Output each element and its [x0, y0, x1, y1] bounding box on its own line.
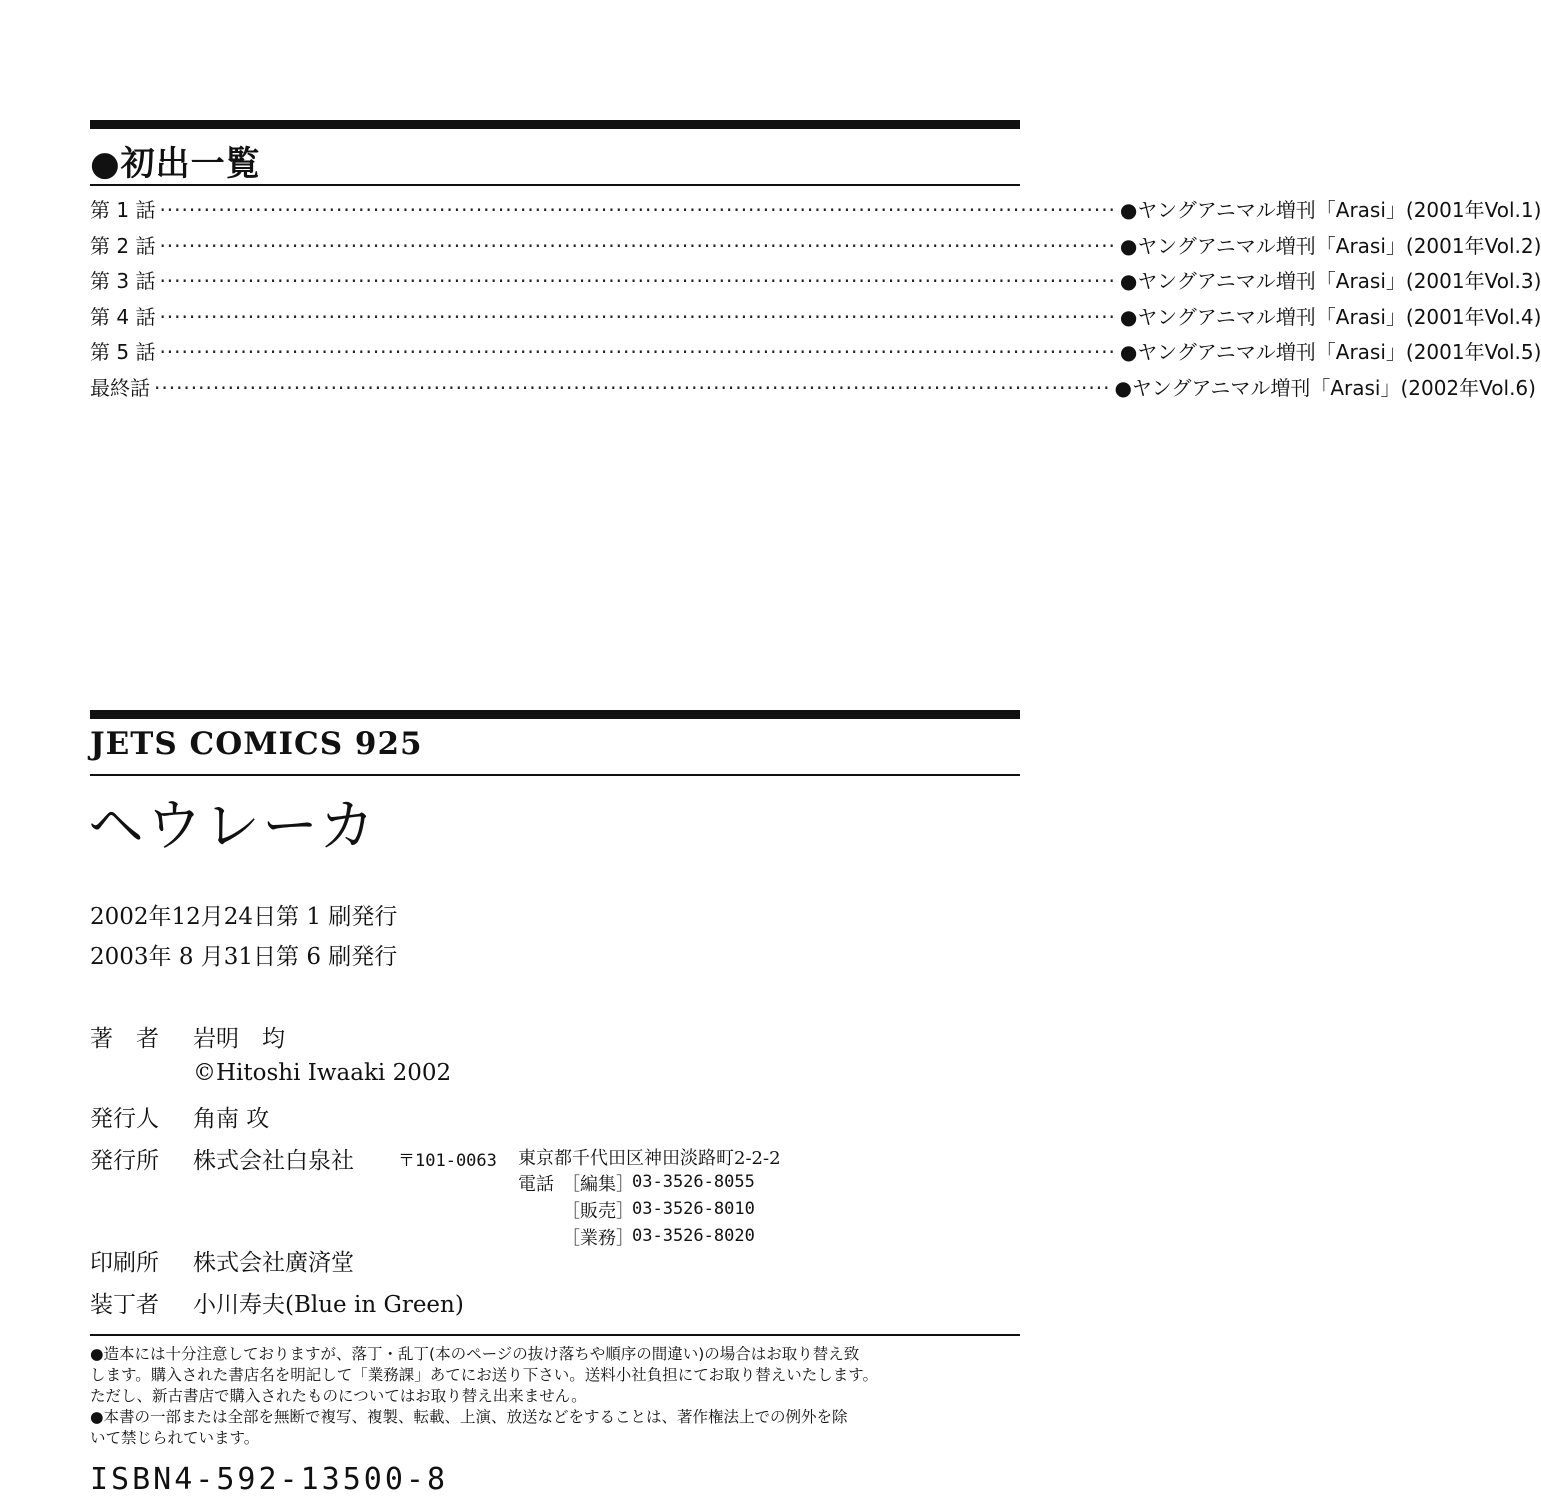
- publisher-address: 東京都千代田区神田淡路町2-2-2: [518, 1148, 781, 1169]
- printer-name: 株式会社廣済堂: [193, 1250, 354, 1276]
- toc-leader-dots: ··································································································································: [159, 304, 1116, 329]
- toc-leader-dots: ··································································································································: [159, 198, 1116, 222]
- colophon-thick-rule: [90, 710, 1020, 719]
- isbn: ISBN4-592-13500-8: [90, 1462, 449, 1497]
- toc-source: ●ヤングアニマル増刊「Arasi」(2002年Vol.6): [1114, 375, 1536, 400]
- notice-line: します。購入された書店名を明記して「業務課」あてにお送り下さい。送料小社負担にてお取り替えいたします。: [90, 1366, 879, 1384]
- author-label: 著 者: [90, 1026, 159, 1052]
- phone-label: 電話: [518, 1174, 554, 1195]
- notice-line: ●造本には十分注意しておりますが、落丁・乱丁(本のページの抜け落ちや順序の間違い)の場合はお取り替え致: [90, 1345, 860, 1363]
- series-name: JETS COMICS 925: [90, 726, 423, 762]
- toc-entry: [90, 336, 1541, 372]
- printer-label: 印刷所: [90, 1250, 159, 1276]
- toc-list: [90, 194, 1541, 408]
- toc-chapter: 第 4 話: [90, 304, 156, 329]
- sixth-print-date: 2003年 8 月31日第 6 刷発行: [90, 944, 398, 970]
- notice-line: ●本書の一部または全部を無断で複写、複製、転載、上演、放送などをすることは、著作権法上での例外を除: [90, 1408, 848, 1426]
- first-print-date: 2002年12月24日第 1 刷発行: [90, 904, 398, 930]
- phone-dept-operations: ［業務］: [562, 1228, 634, 1249]
- phone-number-sales: 03-3526-8010: [632, 1199, 755, 1219]
- author-name: 岩明 均: [193, 1026, 285, 1052]
- toc-entry: [90, 301, 1541, 337]
- toc-source: ●ヤングアニマル増刊「Arasi」(2001年Vol.1): [1119, 198, 1541, 222]
- toc-chapter: 第 1 話: [90, 198, 156, 222]
- toc-leader-dots: ··································································································································: [159, 269, 1116, 294]
- toc-source: ●ヤングアニマル増刊「Arasi」(2001年Vol.3): [1119, 269, 1541, 294]
- toc-entry: [90, 372, 1536, 408]
- toc-chapter: 最終話: [90, 375, 150, 400]
- publisher-name: 株式会社白泉社: [193, 1148, 354, 1174]
- toc-entry: [90, 265, 1541, 301]
- toc-chapter: 第 5 話: [90, 340, 156, 365]
- toc-leader-dots: ··································································································································: [159, 340, 1116, 365]
- toc-title-rule: [90, 184, 1020, 186]
- toc-source: ●ヤングアニマル増刊「Arasi」(2001年Vol.2): [1119, 233, 1541, 258]
- publisher-label: 発行所: [90, 1148, 159, 1174]
- toc-title: ●初出一覧: [90, 144, 261, 184]
- designer-label: 装丁者: [90, 1292, 159, 1318]
- phone-number-editorial: 03-3526-8055: [632, 1172, 755, 1192]
- phone-dept-sales: ［販売］: [562, 1201, 634, 1222]
- toc-chapter: 第 2 話: [90, 233, 156, 258]
- toc-source: ●ヤングアニマル増刊「Arasi」(2001年Vol.5): [1119, 340, 1541, 365]
- publisher-person-name: 角南 攻: [193, 1106, 270, 1132]
- toc-leader-dots: ··································································································································: [159, 233, 1116, 258]
- toc-entry: [90, 194, 1541, 230]
- legal-notice: [90, 1344, 1030, 1449]
- phone-dept-editorial: ［編集］: [562, 1174, 634, 1195]
- phone-number-operations: 03-3526-8020: [632, 1226, 755, 1246]
- designer-name: 小川寿夫(Blue in Green): [193, 1292, 464, 1318]
- series-rule: [90, 774, 1020, 776]
- toc-leader-dots: ··································································································································: [154, 375, 1111, 400]
- publisher-person-label: 発行人: [90, 1106, 159, 1132]
- top-thick-rule: [90, 120, 1020, 129]
- notice-line: ただし、新古書店で購入されたものについてはお取り替え出来ません。: [90, 1387, 587, 1405]
- toc-chapter: 第 3 話: [90, 269, 156, 294]
- copyright-notice: ©Hitoshi Iwaaki 2002: [193, 1060, 452, 1086]
- postal-code: 〒101-0063: [398, 1151, 497, 1171]
- book-title: ヘウレーカ: [88, 794, 377, 859]
- notice-line: いて禁じられています。: [90, 1429, 260, 1447]
- toc-source: ●ヤングアニマル増刊「Arasi」(2001年Vol.4): [1119, 304, 1541, 329]
- print-dates: [90, 898, 397, 978]
- notice-rule: [90, 1334, 1020, 1336]
- toc-entry: [90, 230, 1541, 266]
